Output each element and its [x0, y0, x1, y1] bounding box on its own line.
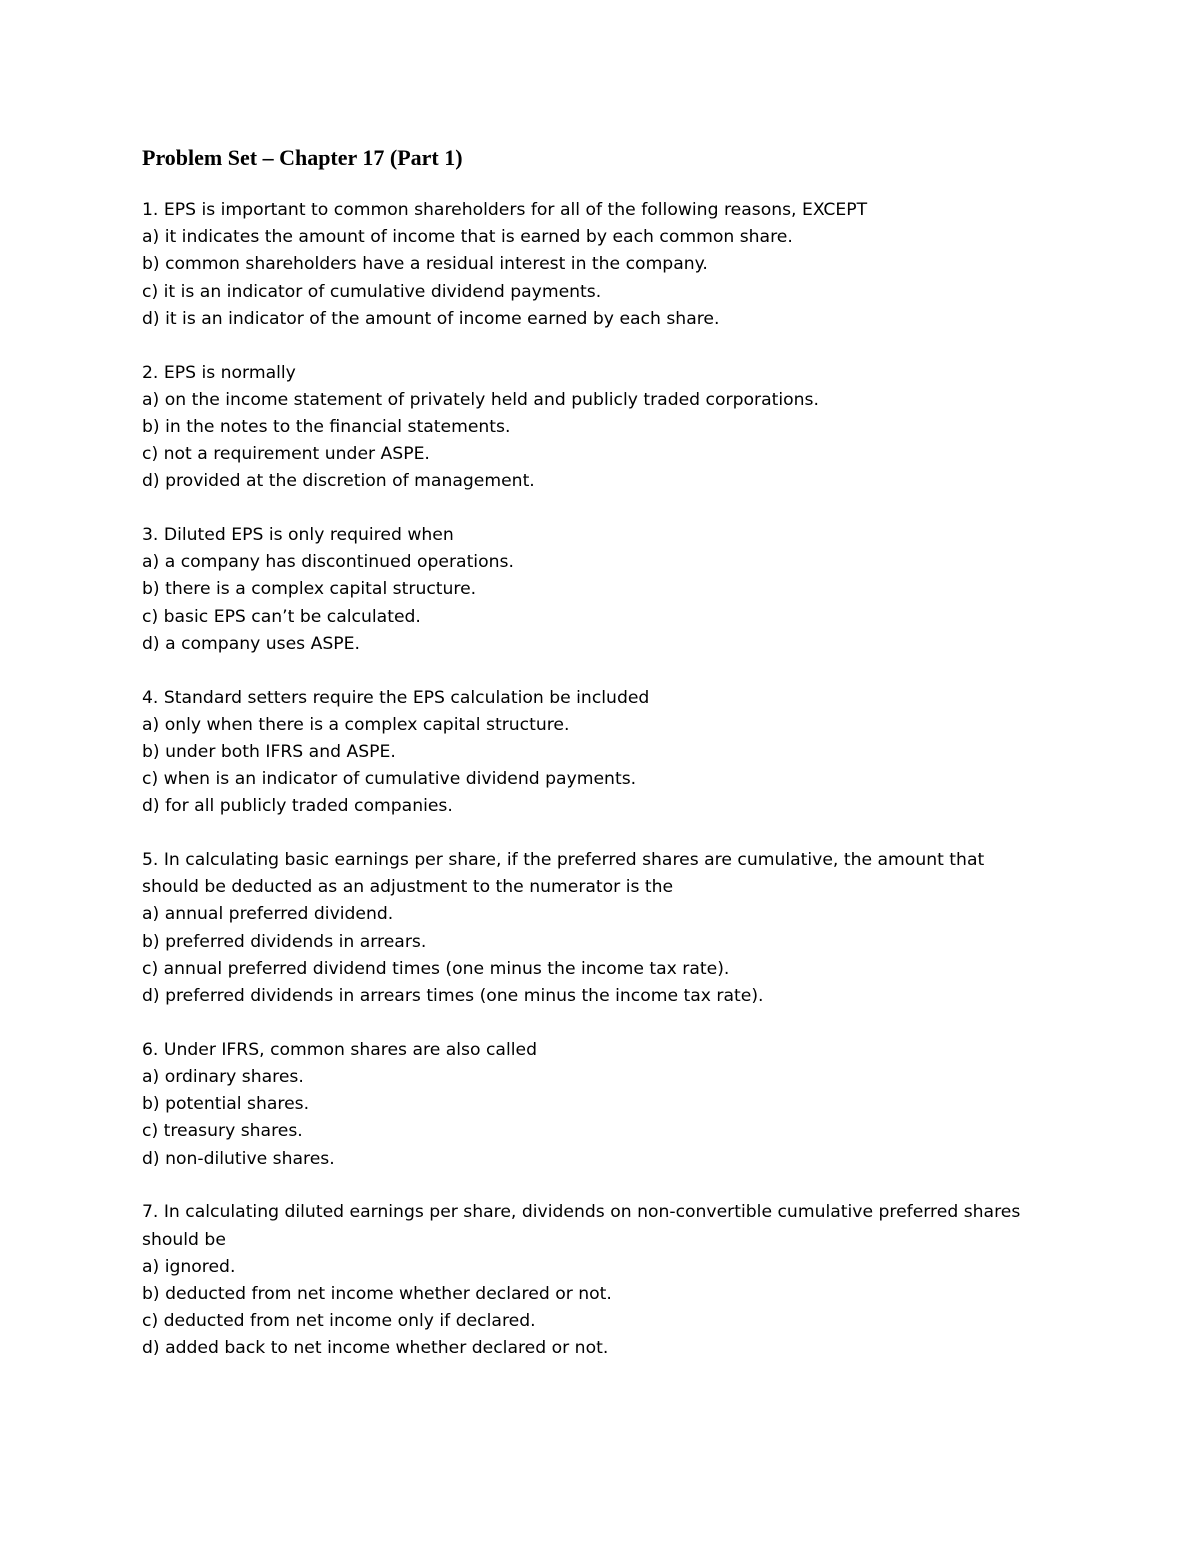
question-7: [142, 1199, 1082, 1362]
answer-option-a: a) annual preferred dividend.: [142, 904, 394, 925]
answer-option-b: b) preferred dividends in arrears.: [142, 931, 427, 952]
answer-option-d: d) non-dilutive shares.: [142, 1148, 335, 1169]
question-stem-line: 1. EPS is important to common shareholders for all of the following reasons, EXCEPT: [142, 200, 868, 220]
answer-option-a: a) ignored.: [142, 1256, 236, 1277]
answer-option-d: d) it is an indicator of the amount of income earned by each share.: [142, 308, 720, 329]
question-stem: [142, 847, 1082, 901]
answer-option-d: d) for all publicly traded companies.: [142, 796, 453, 817]
answer-option-c: c) deducted from net income only if declared.: [142, 1311, 536, 1332]
answer-option-b: b) there is a complex capital structure.: [142, 579, 477, 600]
question-stem: [142, 1037, 1082, 1064]
question-stem-line: 5. In calculating basic earnings per share, if the preferred shares are cumulative, the amount that: [142, 850, 985, 871]
answer-option-c: c) treasury shares.: [142, 1121, 303, 1142]
question-stem-line: 6. Under IFRS, common shares are also called: [142, 1039, 537, 1060]
question-stem: [142, 197, 1082, 224]
question-1: [142, 197, 1082, 333]
question-stem: [142, 522, 1082, 549]
question-stem: [142, 685, 1082, 712]
answer-option-b: b) deducted from net income whether declared or not.: [142, 1283, 612, 1304]
answer-option-c: c) when is an indicator of cumulative dividend payments.: [142, 769, 637, 790]
answer-option-d: d) provided at the discretion of management.: [142, 471, 535, 492]
answer-option-a: a) ordinary shares.: [142, 1066, 304, 1087]
answer-option-a: a) on the income statement of privately held and publicly traded corporations.: [142, 389, 819, 410]
answer-option-b: b) under both IFRS and ASPE.: [142, 741, 396, 762]
answer-option-a: a) it indicates the amount of income that is earned by each common share.: [142, 227, 793, 248]
question-stem-line: 3. Diluted EPS is only required when: [142, 525, 454, 546]
question-6: [142, 1037, 1082, 1173]
answer-option-b: b) common shareholders have a residual interest in the company.: [142, 254, 708, 275]
page-title: Problem Set – Chapter 17 (Part 1): [142, 145, 463, 170]
question-stem: [142, 1199, 1082, 1253]
question-3: [142, 522, 1082, 658]
answer-option-c: c) not a requirement under ASPE.: [142, 444, 430, 465]
answer-option-b: b) in the notes to the financial statements.: [142, 416, 511, 437]
answer-option-c: c) annual preferred dividend times (one minus the income tax rate).: [142, 958, 730, 979]
answer-option-a: a) only when there is a complex capital structure.: [142, 714, 570, 735]
question-stem-line: should be deducted as an adjustment to the numerator is the: [142, 877, 674, 898]
question-stem-line: 2. EPS is normally: [142, 362, 296, 383]
answer-option-d: d) added back to net income whether declared or not.: [142, 1338, 609, 1359]
question-stem-line: 4. Standard setters require the EPS calculation be included: [142, 687, 650, 708]
answer-option-c: c) it is an indicator of cumulative dividend payments.: [142, 281, 602, 302]
answer-option-d: d) a company uses ASPE.: [142, 633, 360, 654]
answer-option-c: c) basic EPS can’t be calculated.: [142, 606, 421, 627]
answer-option-d: d) preferred dividends in arrears times (one minus the income tax rate).: [142, 986, 764, 1007]
question-list: [142, 197, 1082, 1389]
question-2: [142, 360, 1082, 496]
question-stem-line: should be: [142, 1229, 226, 1250]
question-4: [142, 685, 1082, 821]
answer-option-b: b) potential shares.: [142, 1094, 310, 1115]
question-5: [142, 847, 1082, 1010]
answer-option-a: a) a company has discontinued operations.: [142, 552, 514, 573]
question-stem: [142, 360, 1082, 387]
question-stem-line: 7. In calculating diluted earnings per share, dividends on non-convertible cumulative preferred shares: [142, 1202, 1021, 1223]
